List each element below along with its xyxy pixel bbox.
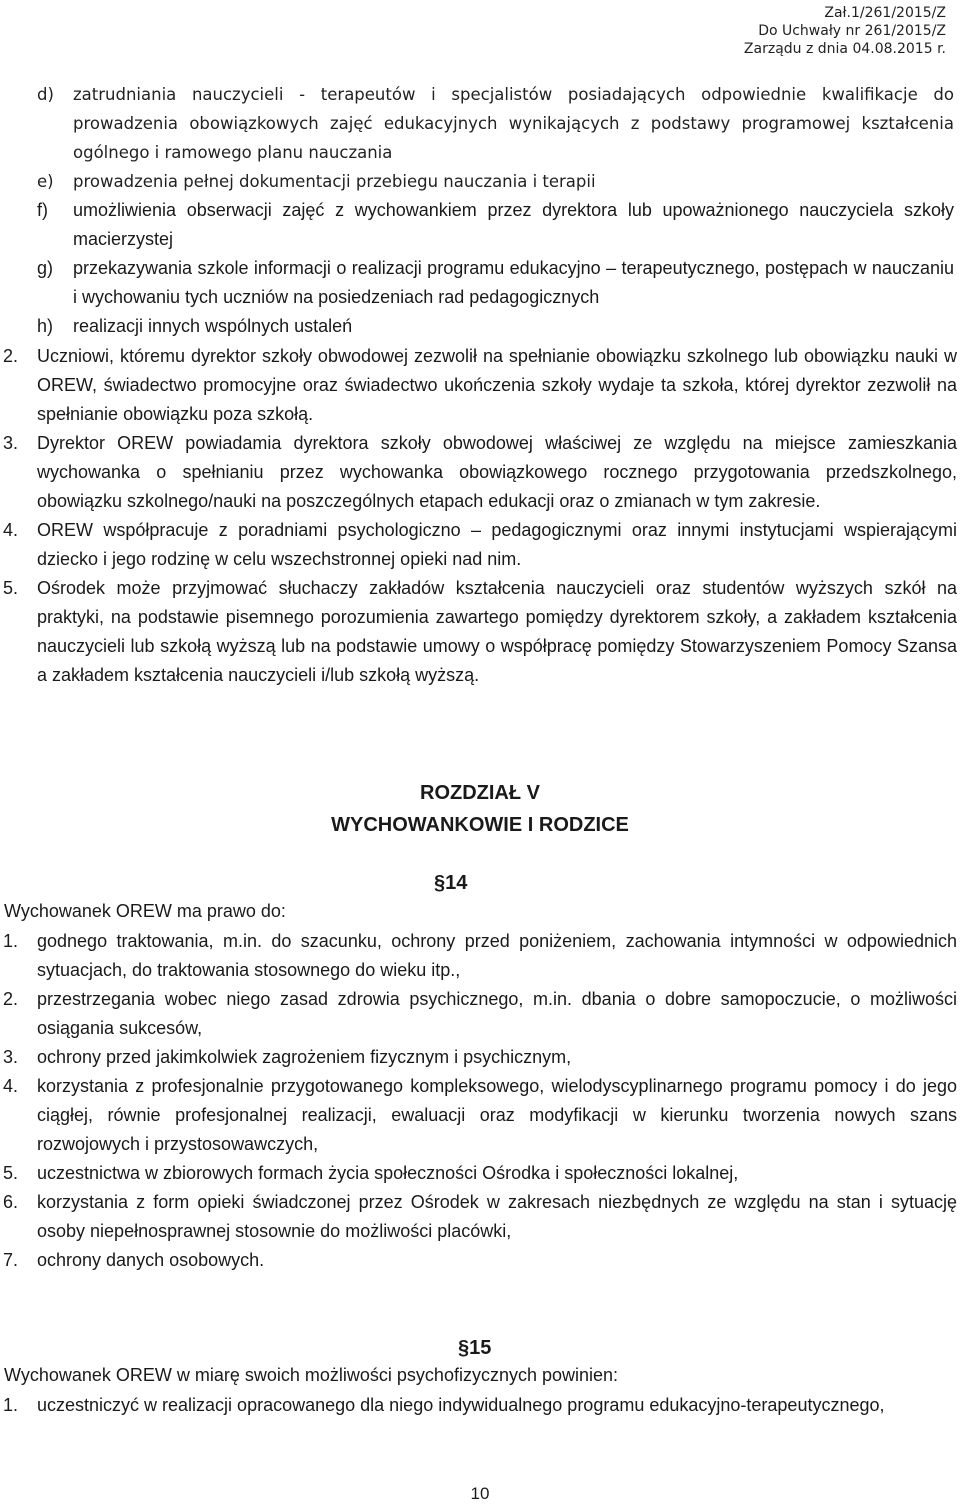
list-marker: 3. xyxy=(3,1047,19,1067)
list-text: Ośrodek może przyjmować słuchaczy zakładów kształcenia nauczycieli oraz studentów wyższych szkół na praktyki, na podstawie pisemnego porozumienia zawartego pomiędzy dyrektorem szkoły, a zakładem kształcenia nauczycieli lub szkołą wyższą lub na podstawie umowy o współpracę pomiędzy Stowarzyszeniem Pomocy Szansa a zakładem kształcenia nauczycieli i/lub szkołą wyższą. xyxy=(37,578,957,685)
list-text: ochrony danych osobowych. xyxy=(37,1250,265,1270)
list-item xyxy=(0,1072,960,1159)
list-text: przekazywania szkole informacji o realizacji programu edukacyjno – terapeutycznego, postępach w nauczaniu i wychowaniu tych uczniów na posiedzeniach rad pedagogicznych xyxy=(73,258,954,307)
document-header xyxy=(744,4,946,58)
list-item xyxy=(0,1391,960,1420)
header-attachment-ref: Zał.1/261/2015/Z xyxy=(824,5,946,21)
list-marker: 1. xyxy=(3,1395,19,1415)
list-item xyxy=(0,1159,960,1188)
list-text: godnego traktowania, m.in. do szacunku, ochrony przed poniżeniem, zachowania intymności w odpowiednich sytuacjach, do traktowania stosownego do wieku itp., xyxy=(37,931,957,980)
list-marker: 5. xyxy=(3,1163,19,1183)
list-text: uczestniczyć w realizacji opracowanego dla niego indywidualnego programu edukacyjno-terapeutycznego, xyxy=(37,1395,885,1415)
header-board-date: Zarządu z dnia 04.08.2015 r. xyxy=(743,41,946,57)
list-item xyxy=(0,1043,960,1072)
section-14-list xyxy=(0,927,960,1275)
list-item xyxy=(0,342,960,429)
list-item xyxy=(0,985,960,1043)
section-sign-icon: § xyxy=(458,1337,470,1359)
section-15-list xyxy=(0,1391,960,1420)
list-text: realizacji innych wspólnych ustaleń xyxy=(73,316,353,336)
list-marker: 2. xyxy=(3,989,19,1009)
list-item xyxy=(0,1246,960,1275)
list-text: ochrony przed jakimkolwiek zagrożeniem fizycznym i psychicznym, xyxy=(37,1047,572,1067)
list-text: Dyrektor OREW powiadamia dyrektora szkoły obwodowej właściwej ze względu na miejsce zamieszkania wychowanka o spełnianiu przez wychowanka obowiązkowego rocznego przygotowania przedszkolnego, obowiązku szkolnego/nauki na poszczególnych etapach edukacji oraz o zmianach w tym zakresie. xyxy=(37,433,957,511)
list-marker: 5. xyxy=(3,578,19,598)
section-15-intro: Wychowanek OREW w miarę swoich możliwości psychofizycznych powinien: xyxy=(4,1365,619,1385)
list-text: korzystania z form opieki świadczonej przez Ośrodek w zakresach niezbędnych ze względu na stan i sytuację osoby niepełnosprawnej stosownie do możliwości placówki, xyxy=(37,1192,957,1241)
list-item xyxy=(0,429,960,516)
page-number: 10 xyxy=(470,1484,490,1503)
section-15-heading xyxy=(458,1335,491,1361)
list-marker: 4. xyxy=(3,1076,19,1096)
list-text: OREW współpracuje z poradniami psychologiczno – pedagogicznymi oraz innymi instytucjami wspierającymi dziecko i jego rodzinę w celu wszechstronnej opieki nad nim. xyxy=(37,520,957,569)
chapter-title: ROZDZIAŁ V xyxy=(420,782,540,804)
list-text: prowadzenia pełnej dokumentacji przebiegu nauczania i terapii xyxy=(73,172,596,191)
lettered-items xyxy=(0,80,960,341)
section-sign-icon: § xyxy=(434,872,446,894)
chapter-heading xyxy=(0,778,960,840)
list-item xyxy=(0,80,960,167)
numbered-list xyxy=(0,342,960,690)
section-14-heading xyxy=(434,870,467,896)
section-14-number: 14 xyxy=(445,872,468,894)
list-item xyxy=(0,254,960,312)
list-marker: e) xyxy=(37,172,54,191)
list-item xyxy=(0,516,960,574)
list-text: korzystania z profesjonalnie przygotowanego kompleksowego, wielodyscyplinarnego programu pomocy i do jego ciągłej, równie profesjonalnej realizacji, ewaluacji oraz modyfikacji w kierunku tworzenia nowych szans rozwojowych i przystosowawczych, xyxy=(37,1076,957,1154)
list-item xyxy=(0,1188,960,1246)
section-15-number: 15 xyxy=(469,1337,492,1359)
list-item xyxy=(0,167,960,196)
list-text: zatrudniania nauczycieli - terapeutów i specjalistów posiadających odpowiednie kwalifikacje do prowadzenia obowiązkowych zajęć edukacyjnych wynikających z podstawy programowej kształcenia ogólnego i ramowego planu nauczania xyxy=(73,85,954,162)
list-text: przestrzegania wobec niego zasad zdrowia psychicznego, m.in. dbania o dobre samopoczucie, o możliwości osiągania sukcesów, xyxy=(37,989,957,1038)
list-marker: g) xyxy=(37,258,54,278)
section-14-intro: Wychowanek OREW ma prawo do: xyxy=(4,901,286,921)
list-marker: 7. xyxy=(3,1250,19,1270)
list-marker: h) xyxy=(37,316,54,336)
list-marker: d) xyxy=(37,85,54,104)
list-text: Uczniowi, któremu dyrektor szkoły obwodowej zezwolił na spełnianie obowiązku szkolnego lub obowiązku nauki w OREW, świadectwo promocyjne oraz świadectwo ukończenia szkoły wydaje ta szkoła, której dyrektor zezwolił na spełnianie obowiązku poza szkołą. xyxy=(37,346,957,424)
chapter-subtitle: WYCHOWANKOWIE I RODZICE xyxy=(331,814,629,836)
header-resolution-ref: Do Uchwały nr 261/2015/Z xyxy=(758,23,946,39)
list-item xyxy=(0,196,960,254)
list-marker: 1. xyxy=(3,931,19,951)
list-marker: 3. xyxy=(3,433,19,453)
list-marker: f) xyxy=(37,200,48,220)
list-text: umożliwienia obserwacji zajęć z wychowankiem przez dyrektora lub upoważnionego nauczyciela szkoły macierzystej xyxy=(73,200,954,249)
list-text: uczestnictwa w zbiorowych formach życia społeczności Ośrodka i społeczności lokalnej, xyxy=(37,1163,739,1183)
list-item xyxy=(0,927,960,985)
list-item xyxy=(0,312,960,341)
list-marker: 2. xyxy=(3,346,19,366)
list-item xyxy=(0,574,960,690)
list-marker: 6. xyxy=(3,1192,19,1212)
list-marker: 4. xyxy=(3,520,19,540)
